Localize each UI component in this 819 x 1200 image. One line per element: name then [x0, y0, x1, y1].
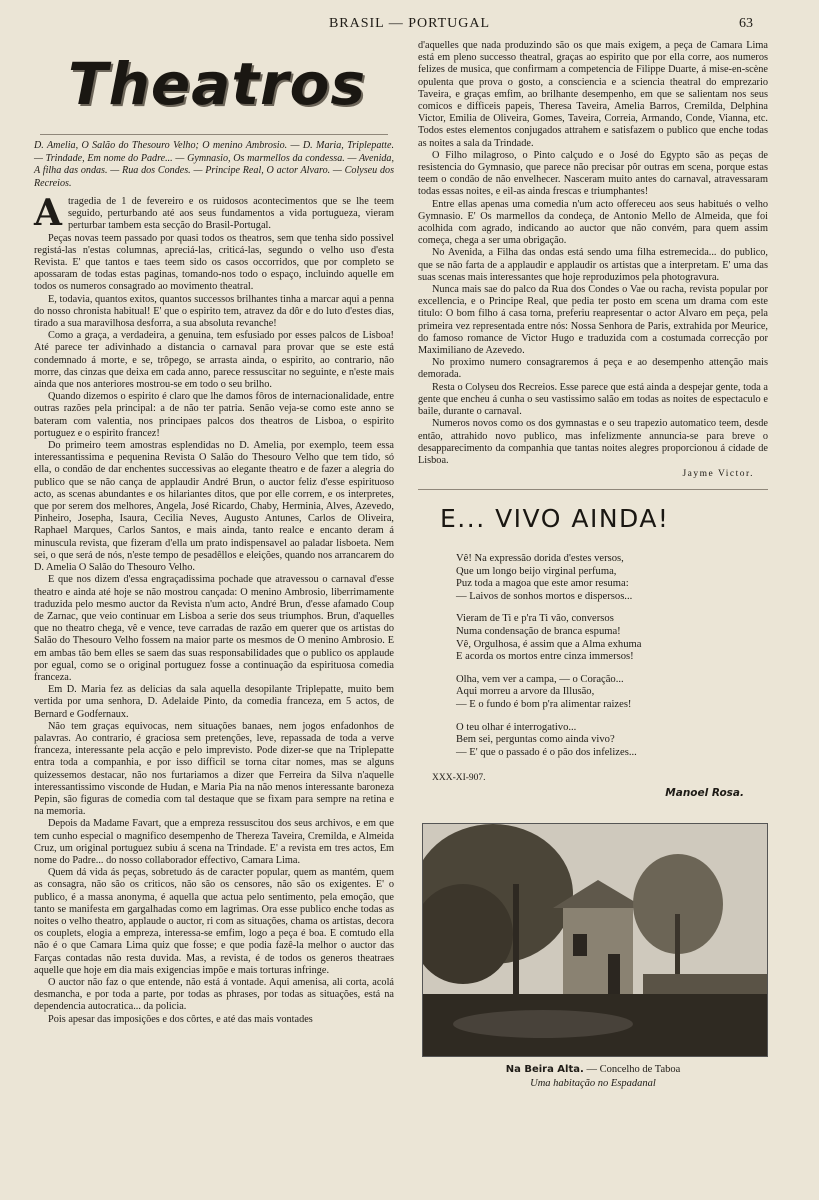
drop-cap: A: [34, 192, 62, 234]
poem-date: XXX-XI-907.: [432, 773, 486, 784]
article-paragraph: Numeros novos como os dos gymnastas e o seu trapezio automatico teem, desde então, attrahido novo publico, mas infelizmente annuncia-se para breve o desapparecimento da companhia que tantas noites alegres proporcionou á cidade de Lisboa.: [418, 418, 768, 466]
poem-line: Puz toda a magoa que este amor resuma:: [456, 578, 629, 590]
article-paragraph: Em D. Maria fez as delicias da sala aquella desopilante Triplepatte, muito bem vertida por uma senhora, D. Adelaide Pinto, da comedia franceza, em 5 actos, de Bernard e Godfernaux.: [34, 684, 394, 720]
article-paragraph: Quando dizemos o espirito é claro que lhe damos fôros de internacionalidade, entre outras razões pela principal: a de não ter patria. Senão veja-se como este anno se bateram com valentia, nos principaes palcos dos theatros de Lisboa, o espirito portuguez e o espirito francez!: [34, 391, 394, 439]
article-paragraph: E que nos dizem d'essa engraçadissima pochade que atravessou o carnaval d'esse theatro e ainda até hoje se não mostrou cançada: O menino Ambrosio, liberrimamente traduzida pelo mesmo auctor da Revista n'um acto, André Brun, d'esse afamado Coup de Zarnac, que veio continuar em Lisboa a serie dos seus triumphos. Brun, d'aquelles que no theatro chega, vê e vence, teve carradas de razão em querer que os artistas do Salão do Thesouro Velho fossem na maior parte os mesmos de O menino Ambrosio. E em ambas tão bem elles se saem das suas responsabilidades que o publico os applaude por egual, como se o original portuguez fosse a continuação da espirituosa comedia franceza.: [34, 574, 394, 683]
article-paragraph: O Filho milagroso, o Pinto calçudo e o José do Egypto são as peças de resistencia do Gymnasio, que parece não precisar pôr outras em scena, porque estas teem o condão de não envelhecer. Nasceram muito antes do carnaval, atravessaram todas essas noites, e eil-as ainda frescas e triumphantes!: [418, 149, 768, 198]
poem-line: — E o fundo é bom p'ra alimentar raizes!: [456, 699, 632, 711]
photograph: [422, 823, 768, 1057]
poem-stanza: [456, 674, 768, 712]
poem-line: O teu olhar é interrogativo...: [456, 721, 577, 733]
article-paragraph: Do primeiro teem amostras esplendidas no D. Amelia, por exemplo, teem essa interessantissima e pequenina Revista O Salão do Thesouro Velho que tem tido, só ella, o condão de dar enchentes successivas ao elegante theatro e de fazer a alegria do publico que se não cança de applaudir André Brun, o auctor feliz d'esse espirituoso acto, as scenas abundantes e os hilariantes ditos, que por elle correm, e os interpretes, que por serem dos melhores, Angela, José Ricardo, Chaby, Herminia, Alves, Azevedo, Pinheiro, Josepha, Isaura, Cecilia Neves, Augusto Antunes, Carlos de Oliveira, Raphael Marques, Carlos Santos, e mais ainda, tanto realce e encanto deram á minuscula revista, que fizeram d'ella um prato indispensavel ao paladar lisboeta. Nem sei, o que será de nós, n'este tempo de pesadêllos e eleições, quando nos arrancarem do D. Amelia O Salão do Thesouro Velho.: [34, 440, 394, 574]
left-column: [34, 40, 394, 1026]
article-body-right: [418, 40, 768, 467]
article-paragraph: [34, 192, 394, 234]
poem-line: Vieram de Ti e p'ra Ti vão, conversos: [456, 613, 614, 625]
article-paragraph: Nunca mais sae do palco da Rua dos Condes o Vae ou racha, revista popular por excellencia, e o Principe Real, que pedia ter posto em scena um drama com este titulo: O bom filho á casa torna, preferiu reapresentar o actor Alvaro em peça, pela primeira vez representada entre nós: Nossa Senhora de Paris, extrahida por Meurice, do famoso romance de Victor Hugo e traduzida com a costumada correcção por Maximiliano de Azevedo.: [418, 284, 768, 357]
article-signature: Jayme Victor.: [682, 469, 754, 480]
section-masthead: [34, 40, 394, 140]
poem-line: — Laivos de sonhos mortos e dispersos...: [456, 590, 633, 602]
poem-stanza: [456, 722, 768, 760]
article-paragraph: O auctor não faz o que entende, não está á vontade. Aqui amenisa, ali corta, acolá desmancha, e por toda a parte, por todas as phrases, por todas as situações, está na dependencia autocratica... da policia.: [34, 977, 394, 1013]
photo-caption-place: Na Beira Alta.: [505, 1064, 584, 1076]
photo-illustration: [423, 824, 767, 1056]
section-divider: [418, 489, 768, 490]
paragraph-text: tragedia de 1 de fevereiro e os ruidosos acontecimentos que se lhe teem seguido, perturbando até aos seus fundamentos a vida portugueza, vieram perturbar tambem esta secção do Brasil-Portugal.: [67, 196, 394, 232]
article-paragraph: Entre ellas apenas uma comedia n'um acto offereceu aos seus habitués o velho Gymnasio. E' Os marmellos da condeça, de Antonio Mello de Almeida, que foi acolhida com agrado, indicando ao auctor que não convém, para quem assim começa, chega a ser uma obrigação.: [418, 198, 768, 247]
poem-line: Vê! Na expressão dorida d'estes versos,: [456, 553, 624, 565]
poem-line: Aqui morreu a arvore da Illusão,: [456, 686, 595, 698]
poem-body: [456, 553, 768, 759]
poem-line: Vê, Orgulhosa, é assim que a Alma exhuma: [456, 638, 642, 650]
article-paragraph: Quem dá vida ás peças, sobretudo ás de caracter popular, quem as mantém, quem as consagra, não são os criticos, não são os censores, não são os exigentes. E' o publico, é a massa anonyma, é aquella que actua pelo sentimento, pela emoção, que tanto se manifesta em gargalhadas como em lagrimas. Ora esse publico enche todas as noites o velho theatro, applaude o auctor, ri com as situações, chama os artistas, decora os couplets, elogia a empreza, interessa-se emfim, logo a peça é boa. E comtudo ella não é o que Camara Lima quiz que fosse; e que podia fazê-la melhor o auctor das Farças contadas não resta duvida. Mas, a revista, é de todos os generos theatraes aquelle que hoje em dia mais exigencias impõe e mais torturas infringe.: [34, 867, 394, 976]
article-summary: D. Amelia, O Salão do Thesouro Velho; O menino Ambrosio. — D. Maria, Triplepatte. — Trindade, Em nome do Padre... — Gymnasio, Os marmellos da condessa. — Avenida, A filha das ondas. — Rua dos Condes. — Principe Real, O actor Alvaro. — Colyseu dos Recreios.: [34, 140, 394, 189]
photo-caption-locality: — Concelho de Taboa: [586, 1064, 681, 1076]
article-paragraph: No Avenida, a Filha das ondas está sendo uma filha estremecida... do publico, que se não farta de a applaudir e applaudir os artistas que a interpretam. E' uma das suas scenas mais interessantes que hoje reproduzimos pela photogravura.: [418, 247, 768, 283]
article-paragraph: Como a graça, a verdadeira, a genuina, tem esfusiado por esses palcos de Lisboa! Até parece ter adivinhado a distancia o carnaval para provar que se este está condemnado á morte, e se, trôpego, se arrasta ainda, o espirito, ao contrario, não morre, das cinzas que deixa em cada anno, parece ressuscitar no seguinte, e n'este mais ainda que nos anteriores mostrou-se em todo o seu brilho.: [34, 330, 394, 391]
poem-line: E acorda os mortos entre cinza immersos!: [456, 651, 634, 663]
poem-author: Manoel Rosa.: [665, 787, 744, 800]
masthead-rule: [40, 134, 388, 135]
poem-title: E... VIVO AINDA!: [440, 504, 670, 534]
page-header: [0, 16, 819, 38]
section-title: Theatros: [68, 50, 367, 118]
article-paragraph: Peças novas teem passado por quasi todos os theatros, sem que tenha sido possivel registá-las n'estas columnas, apreciá-las, criticá-las, segundo o velho uso d'esta Revista. E' que tantos e taes teem sido os casos occorridos, que por completo se apossaram de todas estas paginas, tomando-nos todo o espaço, incluindo aquelle em todos os numeros consagrado ao movimento theatral.: [34, 232, 394, 293]
photo-caption: [418, 1063, 768, 1091]
article-paragraph: Não tem graças equivocas, nem situações banaes, nem jogos enfadonhos de palavras. Ao contrario, é graciosa sem pretenções, leve, repassada de toda a verve franceza, interessante pela acção e pelo imprevisto. Pode dizer-se que na Triplepatte entra toda a companhia, e por isso difficil se torna citar nomes, mas se alguns quizessemos destacar, não nos furtariamos a dizer que Ferreira da Silva n'aquelle interessantissimo visconde de Hudan, e Maria Pia na não menos interessante baroneza Pepin, são figuras de comedia com tal destaque que se fixam para sempre na retina e na memoria.: [34, 720, 394, 818]
poem-line: — E' que o passado é o pão dos infelizes...: [456, 746, 637, 758]
article-body-left: [34, 192, 394, 1026]
article-paragraph: d'aquelles que nada produzindo são os que mais exigem, a peça de Camara Lima está em pleno successo theatral, graças ao espirito que por ella corre, aos numeros felizes de musica, que confirmam a competencia de Filippe Duarte, á mise-en-scène opulenta que prova o gosto, a consciencia e a sciencia theatral do emprezario Taveira, e graças emfim, ao brilhante desempenho, em que se salientam nos seus comicos e difficeis papeis, Theresa Taveira, Amelia Barros, Cremilda, Delphina Victor, Emilia de Oliveira, Gomes, Taveira, Correia, Armando, Conde, Vianna, etc. Todos estes elementos conjugados attrahem e satisfazem o publico que enche todas as noites a sala da Trindade.: [418, 40, 768, 149]
article-paragraph: E, todavia, quantos exitos, quantos successos brilhantes tinha a marcar aqui a penna do nosso chronista habitual! E' que o espirito tem, atravez da dôr e do luto d'estes dias, tirado a sua maravilhosa desforra, a sua absoluta revanche!: [34, 293, 394, 330]
poem-stanza: [456, 613, 768, 663]
running-head: BRASIL — PORTUGAL: [328, 16, 491, 31]
article-paragraph: Resta o Colyseu dos Recreios. Esse parece que está ainda a despejar gente, toda a gente que encheu á cunha o seu vastissimo salão em todas as noites de espectaculo e baile, durante o carnaval.: [418, 381, 768, 418]
photo-caption-subtitle: Uma habitação no Espadanal: [530, 1078, 656, 1090]
poem-line: Numa condensação de branca espuma!: [456, 626, 621, 638]
poem-line: Bem sei, perguntas como ainda vivo?: [456, 734, 615, 746]
article-paragraph: Depois da Madame Favart, que a empreza ressuscitou dos seus archivos, e em que tem cunho especial o magnifico desempenho de Thereza Taveira, Cremilda, e Almeida Cruz, um original portuguez subiu á scena na Trindade. E' a revista em tres actos, Em nome do Padre... do nosso collaborador effectivo, Camara Lima.: [34, 818, 394, 866]
article-paragraph: No proximo numero consagraremos á peça e ao desempenho attenção mais demorada.: [418, 357, 768, 381]
poem-line: Que um longo beijo virginal perfuma,: [456, 565, 617, 577]
page-number: 63: [739, 16, 753, 31]
poem-line: Olha, vem ver a campa, — o Coração...: [456, 673, 624, 685]
right-column: [418, 40, 768, 1091]
article-paragraph: Pois apesar das imposições e dos côrtes, e até das mais vontades: [48, 1013, 313, 1025]
poem-stanza: [456, 553, 768, 603]
